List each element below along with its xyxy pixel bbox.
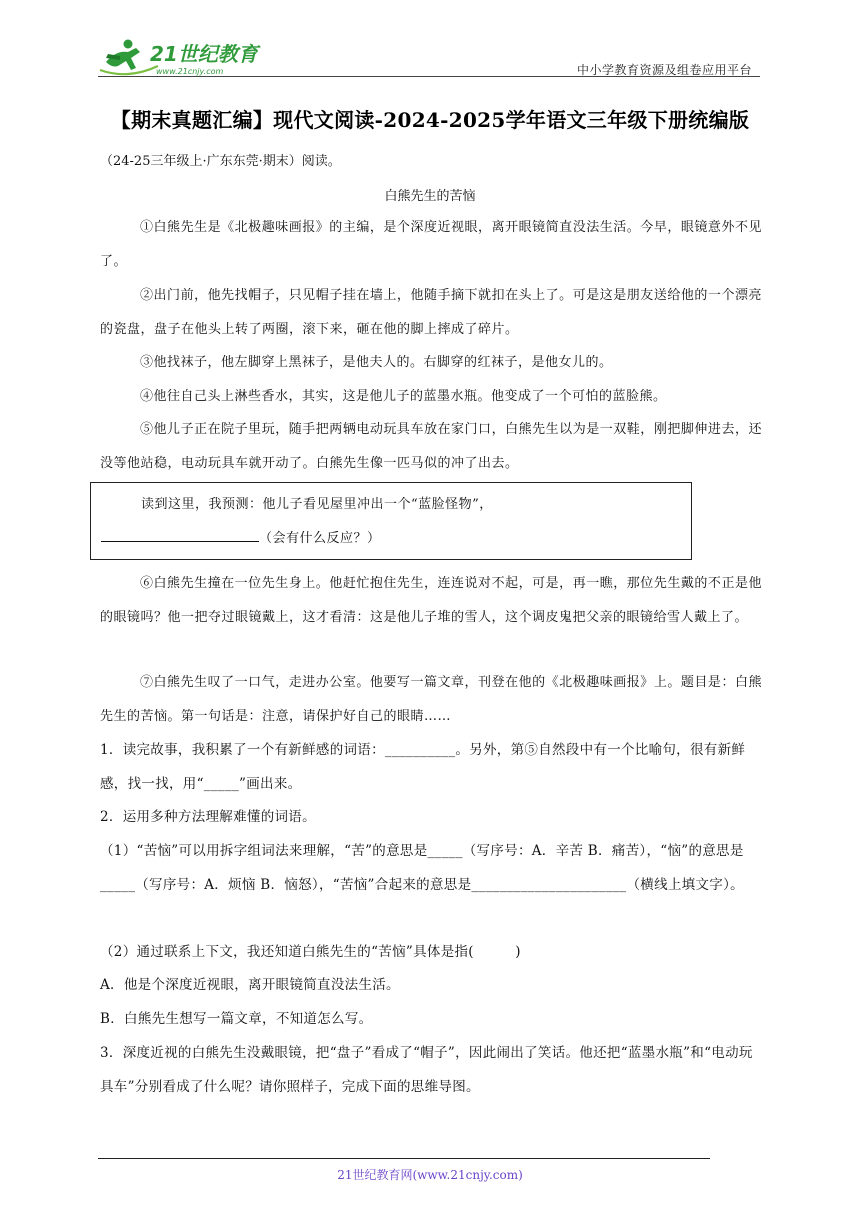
story-paragraph-7: ⑦白熊先生叹了一口气，走进办公室。他要写一篇文章，刊登在他的《北极趣味画报》上。题目是：白熊先生的苦恼。第一句话是：注意，请保护好自己的眼睛…… bbox=[100, 675, 762, 724]
prediction-answer-line bbox=[101, 527, 381, 546]
story-title: 白熊先生的苦恼 bbox=[384, 189, 476, 204]
logo-text: 21世纪教育 bbox=[150, 42, 258, 66]
footer-divider bbox=[98, 1158, 710, 1159]
prediction-box bbox=[90, 482, 692, 560]
prediction-prompt: 读到这里，我预测：他儿子看见屋里冲出一个“蓝脸怪物”， bbox=[141, 497, 493, 512]
logo-url-text: www.21cnjy.com bbox=[156, 67, 224, 76]
question-2-2: （2）通过联系上下文，我还知道白熊先生的“苦恼”具体是指( ) bbox=[100, 944, 521, 960]
prediction-hint: （会有什么反应？） bbox=[259, 531, 381, 546]
footer-text[interactable]: 21世纪教育网(www.21cnjy.com) bbox=[337, 1168, 523, 1182]
page-title: 【期末真题汇编】现代文阅读-2024-2025学年语文三年级下册统编版 bbox=[110, 108, 750, 132]
story-paragraph-4: ④他往自己头上淋些香水，其实，这是他儿子的蓝墨水瓶。他变成了一个可怕的蓝脸熊。 bbox=[140, 389, 667, 404]
header-platform-text: 中小学教育资源及组卷应用平台 bbox=[576, 63, 752, 77]
question-3: 3．深度近视的白熊先生没戴眼镜，把“盘子”看成了“帽子”，因此闹出了笑话。他还把“蓝墨水瓶”和“电动玩具车”分别看成了什么呢？请你照样子，完成下面的思维导图。 bbox=[100, 1045, 753, 1095]
option-b: B．白熊先生想写一篇文章，不知道怎么写。 bbox=[100, 1011, 373, 1027]
header-divider bbox=[98, 76, 760, 77]
story-paragraph-5: ⑤他儿子正在院子里玩，随手把两辆电动玩具车放在家门口，白熊先生以为是一双鞋，刚把脚伸进去，还没等他站稳，电动玩具车就开动了。白熊先生像一匹马似的冲了出去。 bbox=[100, 422, 762, 471]
question-2: 2．运用多种方法理解难懂的词语。 bbox=[100, 809, 316, 825]
story-paragraph-3: ③他找袜子，他左脚穿上黑袜子，是他夫人的。右脚穿的红袜子，是他女儿的。 bbox=[140, 355, 613, 370]
story-paragraph-6: ⑥白熊先生撞在一位先生身上。他赶忙抱住先生，连连说对不起，可是，再一瞧，那位先生戴的不正是他的眼镜吗？他一把夺过眼镜戴上，这才看清：这是他儿子堆的雪人，这个调皮鬼把父亲的眼镜给雪人戴上了。 bbox=[100, 576, 762, 625]
question-2-1: （1）“苦恼”可以用拆字组词法来理解，“苦”的意思是_____（写序号：A．辛苦 B．痛苦），“恼”的意思是_____（写序号：A．烦恼 B．恼怒），“苦恼”合起来的意思是______________________（横线上填文字）。 bbox=[100, 843, 744, 893]
question-1: 1．读完故事，我积累了一个有新鲜感的词语：__________。另外，第⑤自然段中有一个比喻句，很有新鲜感，找一找，用“_____”画出来。 bbox=[100, 742, 746, 792]
question-source: （24-25三年级上·广东东莞·期末）阅读。 bbox=[100, 154, 341, 169]
page-header bbox=[98, 36, 758, 80]
prediction-blank[interactable] bbox=[101, 527, 259, 542]
logo-21cnjy bbox=[98, 36, 278, 80]
option-a: A．他是个深度近视眼，离开眼镜简直没法生活。 bbox=[100, 977, 400, 993]
story-paragraph-2: ②出门前，他先找帽子，只见帽子挂在墙上，他随手摘下就扣在头上了。可是这是朋友送给他的一个漂亮的瓷盘，盘子在他头上转了两圈，滚下来，砸在他的脚上摔成了碎片。 bbox=[100, 288, 762, 337]
story-paragraph-1: ①白熊先生是《北极趣味画报》的主编，是个深度近视眼，离开眼镜简直没法生活。今早，眼镜意外不见了。 bbox=[100, 220, 762, 269]
